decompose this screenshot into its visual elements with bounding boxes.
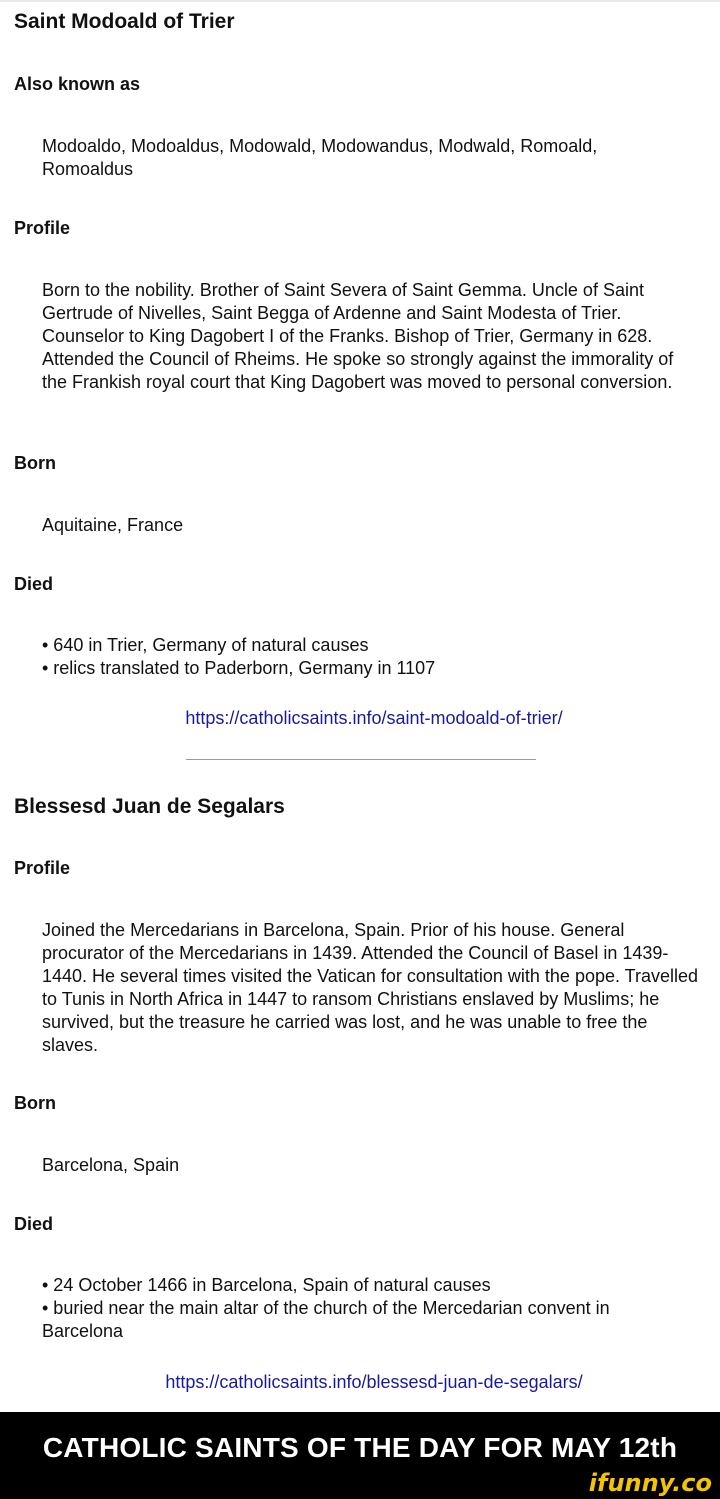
- aka-text: Modoaldo, Modoaldus, Modowald, Modowandus, Modwald, Romoald, Romoaldus: [42, 136, 598, 179]
- caption-banner: [0, 1412, 720, 1499]
- profile-label: Profile: [14, 218, 71, 238]
- banner-caption: CATHOLIC SAINTS OF THE DAY FOR MAY 12th: [42, 1432, 678, 1463]
- died-label: Died: [14, 1214, 54, 1234]
- born-text: Barcelona, Spain: [42, 1155, 180, 1175]
- born-label: Born: [14, 453, 56, 473]
- born-text: Aquitaine, France: [42, 515, 184, 535]
- profile-text: Born to the nobility. Brother of Saint Severa of Saint Gemma. Uncle of Saint Gertrude of Nivelles, Saint Begga of Ardenne and Saint Modesta of Trier. Counselor to King Dagobert I of the Franks. Bishop of Trier, Germany in 628. Attended the Council of Rheims. He spoke so strongly against the immorality of the Frankish royal court that King Dagobert was moved to personal conversion.: [42, 280, 674, 392]
- ifunny-watermark: ifunny.co: [588, 1469, 712, 1497]
- saint-title: Blessesd Juan de Segalars: [14, 795, 285, 818]
- died-list: [42, 634, 702, 680]
- died-label: Died: [14, 574, 54, 594]
- died-list: [42, 1274, 682, 1343]
- source-link[interactable]: https://catholicsaints.info/blessesd-juan-de-segalars/: [165, 1372, 583, 1392]
- saint-title: Saint Modoald of Trier: [14, 10, 235, 33]
- born-label: Born: [14, 1093, 56, 1113]
- source-link[interactable]: https://catholicsaints.info/saint-modoald-of-trier/: [185, 708, 563, 728]
- died-item: • 640 in Trier, Germany of natural causes: [42, 635, 369, 655]
- died-item: • 24 October 1466 in Barcelona, Spain of natural causes: [42, 1275, 491, 1295]
- aka-label: Also known as: [14, 74, 141, 94]
- profile-text: Joined the Mercedarians in Barcelona, Spain. Prior of his house. General procurator of the Mercedarians in 1439. Attended the Council of Basel in 1439-1440. He several times visited the Vatican for consultation with the pope. Travelled to Tunis in North Africa in 1447 to ransom Christians enslaved by Muslims; he survived, but the treasure he carried was lost, and he was unable to free the slaves.: [42, 920, 699, 1055]
- died-item: • buried near the main altar of the church of the Mercedarian convent in Barcelona: [42, 1298, 610, 1341]
- section-divider: [186, 759, 536, 760]
- died-item: • relics translated to Paderborn, Germany in 1107: [42, 658, 436, 678]
- profile-label: Profile: [14, 858, 71, 878]
